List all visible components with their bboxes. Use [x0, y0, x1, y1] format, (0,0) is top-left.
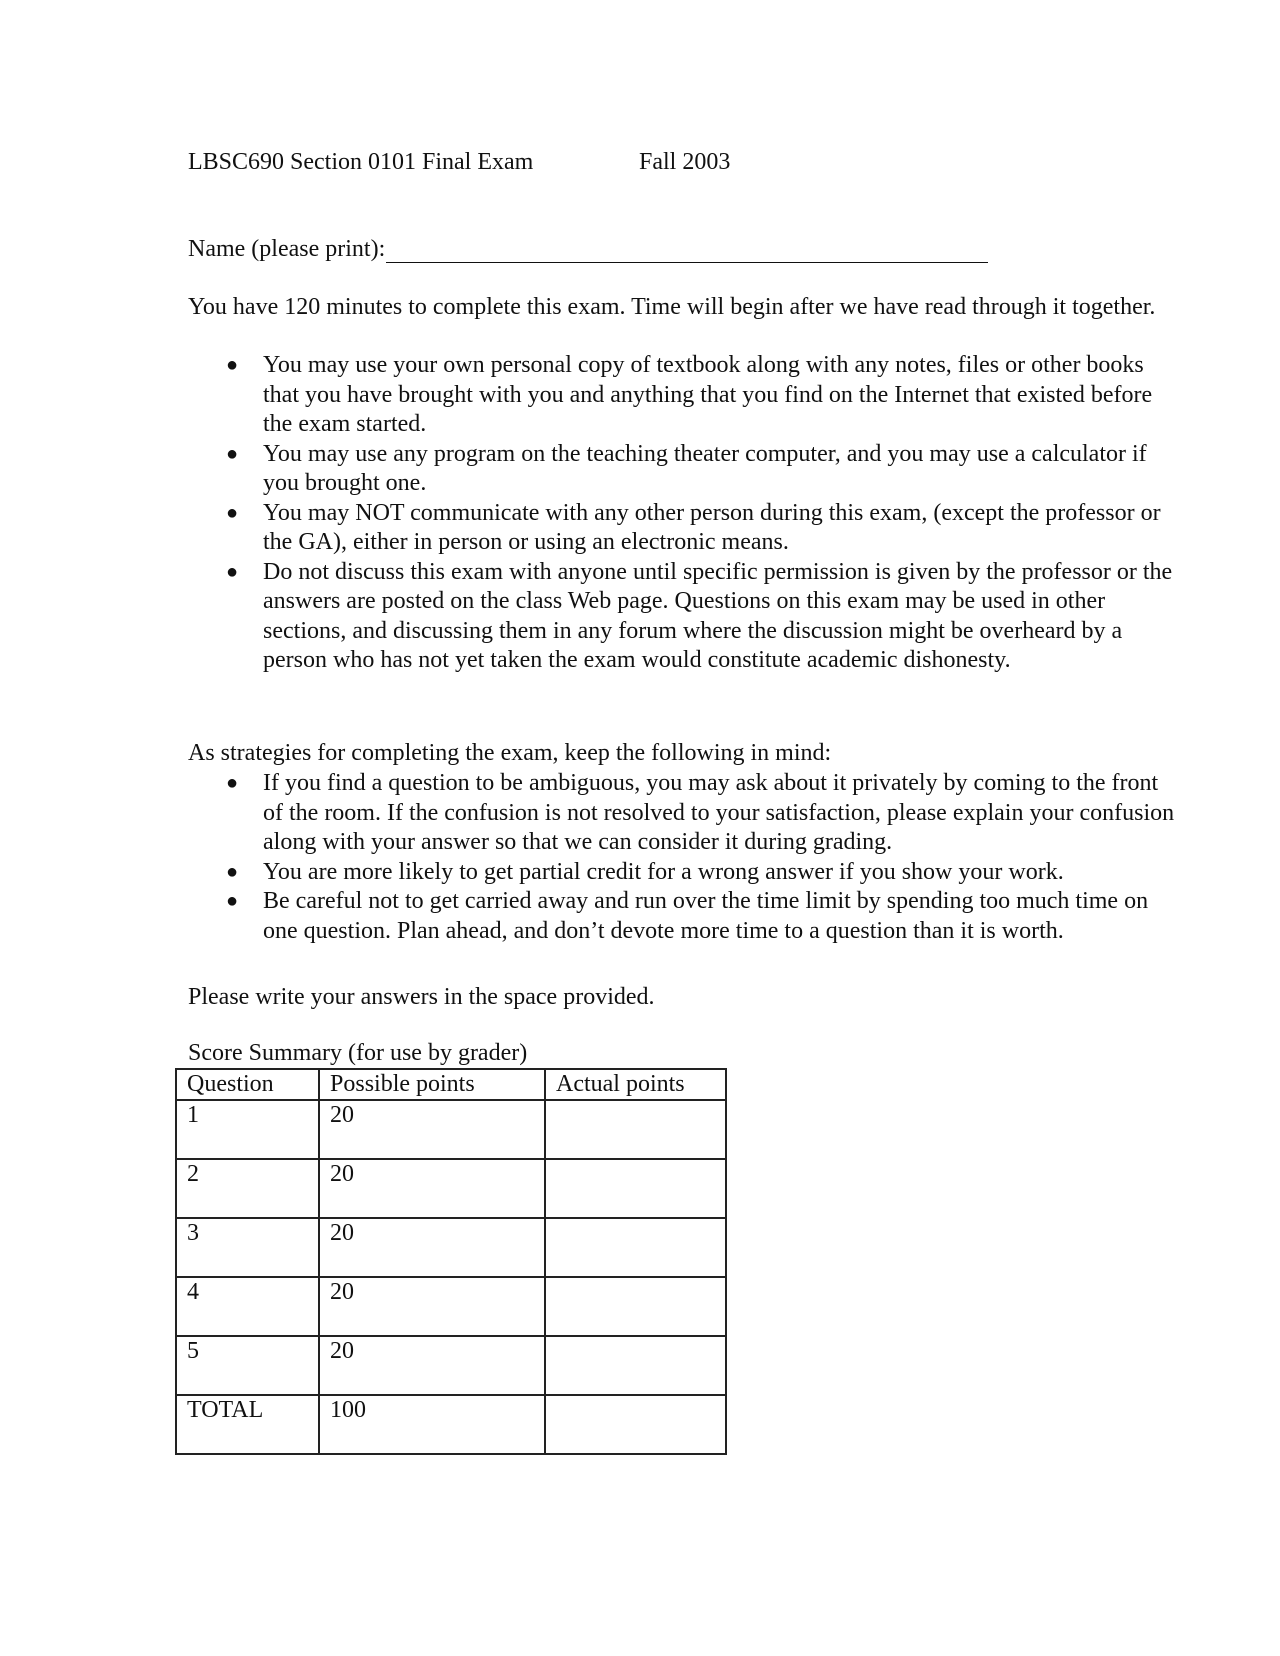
- list-item: ● Be careful not to get carried away and run over the time limit by spending too much time on one question. Plan ahead, and don’t devote more time to a question than it is worth.: [226, 888, 1149, 944]
- intro-paragraph: You have 120 minutes to complete this exam. Time will begin after we have read through it together.: [188, 294, 1156, 320]
- actual-points-cell[interactable]: [545, 1100, 726, 1159]
- table-row: [176, 1100, 726, 1159]
- possible-points: 20: [319, 1159, 545, 1218]
- bullet-icon: ●: [226, 442, 239, 465]
- question-number: 3: [176, 1218, 319, 1277]
- total-possible-points: 100: [319, 1395, 545, 1454]
- header-actual-points: Actual points: [545, 1069, 726, 1100]
- header-possible-points: Possible points: [319, 1069, 545, 1100]
- table-header-row: [176, 1069, 726, 1100]
- term-label: Fall 2003: [639, 149, 731, 175]
- list-item: ● If you find a question to be ambiguous, you may ask about it privately by coming to the front of the room. If the confusion is not resolved to your satisfaction, please explain your confusion along with your answer so that we can consider it during grading.: [226, 770, 1175, 855]
- score-summary-table: [175, 1068, 727, 1455]
- list-item: ● You may NOT communicate with any other person during this exam, (except the professor or the GA), either in person or using an electronic means.: [226, 499, 1161, 555]
- table-row: [176, 1336, 726, 1395]
- rules-list: [188, 351, 1178, 676]
- possible-points: 20: [319, 1277, 545, 1336]
- total-actual-points-cell[interactable]: [545, 1395, 726, 1454]
- list-item: ● Do not discuss this exam with anyone until specific permission is given by the professor or the answers are posted on the class Web page. Questions on this exam may be used in other sections, and discussing them in any forum where the discussion might be overheard by a person who has not yet taken the exam would constitute academic dishonesty.: [226, 558, 1173, 673]
- bullet-icon: ●: [226, 501, 239, 524]
- actual-points-cell[interactable]: [545, 1277, 726, 1336]
- actual-points-cell[interactable]: [545, 1218, 726, 1277]
- actual-points-cell[interactable]: [545, 1336, 726, 1395]
- name-prompt: Name (please print):: [188, 236, 386, 262]
- table-row: [176, 1159, 726, 1218]
- list-item: ● You are more likely to get partial credit for a wrong answer if you show your work.: [188, 858, 1178, 888]
- actual-points-cell[interactable]: [545, 1159, 726, 1218]
- bullet-icon: ●: [226, 890, 239, 912]
- possible-points: 20: [319, 1100, 545, 1159]
- list-item: ● You may use your own personal copy of textbook along with any notes, files or other books that you have brought with you and anything that you find on the Internet that existed before the exam started.: [226, 352, 1153, 437]
- bullet-icon: ●: [226, 354, 239, 376]
- name-field-row: [188, 236, 988, 263]
- strategies-title: As strategies for completing the exam, keep the following in mind:: [188, 740, 832, 766]
- score-table-caption: Score Summary (for use by grader): [188, 1040, 528, 1066]
- question-number: 4: [176, 1277, 319, 1336]
- bullet-icon: ●: [226, 772, 239, 794]
- bullet-icon: ●: [226, 560, 239, 583]
- strategies-list: [188, 769, 1178, 946]
- question-number: 5: [176, 1336, 319, 1395]
- table-total-row: [176, 1395, 726, 1454]
- table-row: [176, 1277, 726, 1336]
- possible-points: 20: [319, 1336, 545, 1395]
- possible-points: 20: [319, 1218, 545, 1277]
- course-title: LBSC690 Section 0101 Final Exam: [188, 149, 534, 175]
- question-number: 1: [176, 1100, 319, 1159]
- answer-instructions: Please write your answers in the space provided.: [188, 984, 655, 1010]
- exam-header: [188, 149, 731, 176]
- name-blank-line[interactable]: [386, 238, 988, 263]
- question-number: 2: [176, 1159, 319, 1218]
- list-item: ● You may use any program on the teaching theater computer, and you may use a calculator if you brought one.: [226, 440, 1147, 496]
- header-question: Question: [176, 1069, 319, 1100]
- total-label: TOTAL: [176, 1395, 319, 1454]
- table-row: [176, 1218, 726, 1277]
- bullet-icon: ●: [226, 860, 239, 883]
